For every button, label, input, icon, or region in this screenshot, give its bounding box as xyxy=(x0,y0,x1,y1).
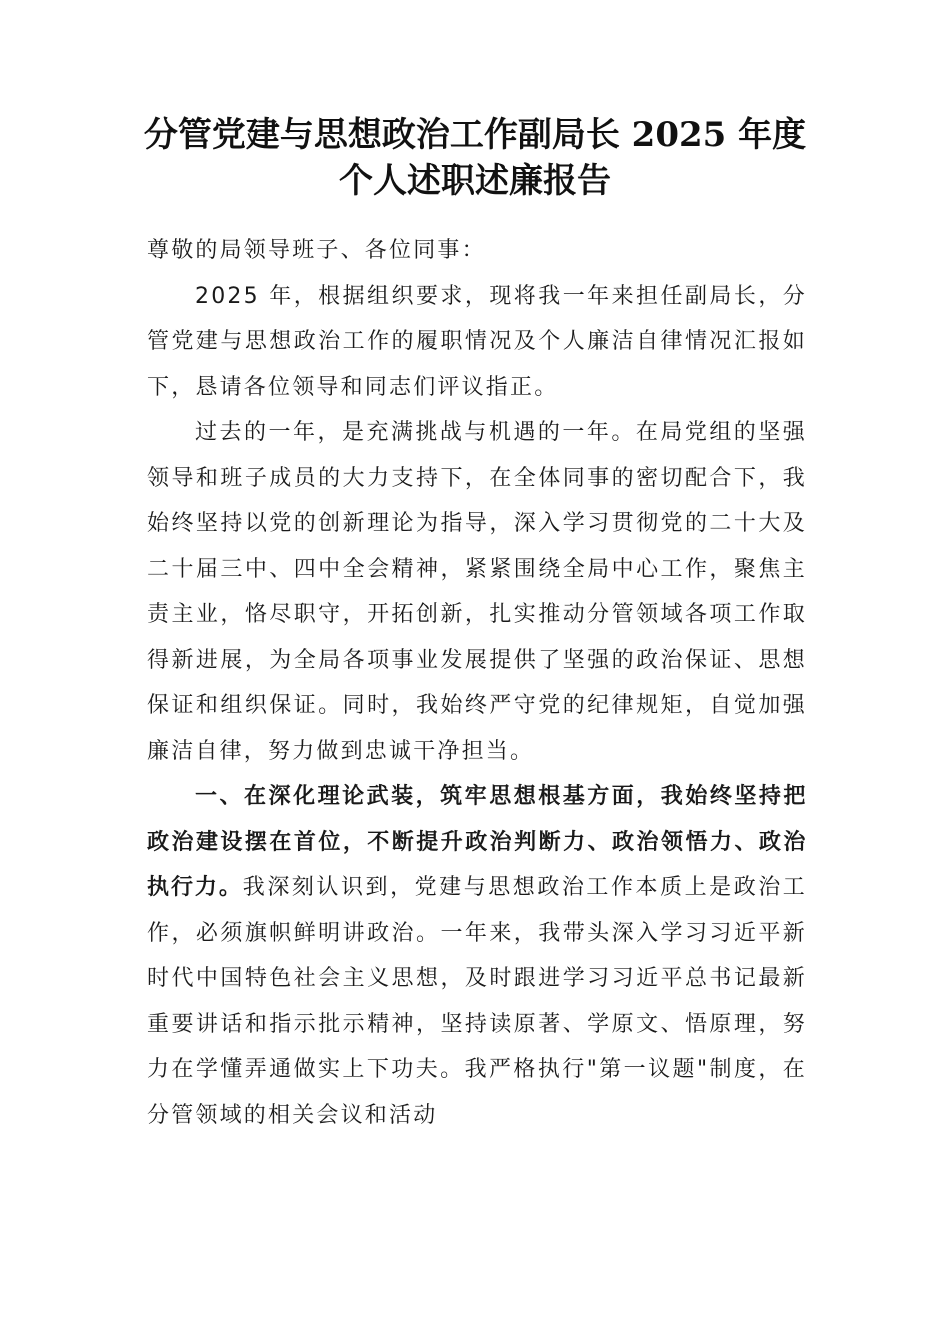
document-body xyxy=(147,228,807,1138)
greeting: 尊敬的局领导班子、各位同事： xyxy=(147,238,486,263)
paragraph-intro: 2025 年，根据组织要求，现将我一年来担任副局长，分管党建与思想政治工作的履职情况及个人廉洁自律情况汇报如下，恳请各位领导和同志们评议指正。 xyxy=(147,283,807,400)
section-1-heading: 一、在深化理论武装，筑牢思想根基方面，我始终坚持把政治建设摆在首位，不断提升政治判断力、政治领悟力、政治执行力。 xyxy=(147,784,807,900)
section-1-text: 我深刻认识到，党建与思想政治工作本质上是政治工作，必须旗帜鲜明讲政治。一年来，我带头深入学习习近平新时代中国特色社会主义思想，及时跟进学习习近平总书记最新重要讲话和指示批示精神，坚持读原著、学原文、悟原理，努力在学懂弄通做实上下功夫。我严格执行"第一议题"制度，在分管领域的相关会议和活动 xyxy=(147,875,808,1128)
document-title-line-2: 个人述职述廉报告 xyxy=(339,161,611,201)
paragraph-overview: 过去的一年，是充满挑战与机遇的一年。在局党组的坚强领导和班子成员的大力支持下，在全体同事的密切配合下，我始终坚持以党的创新理论为指导，深入学习贯彻党的二十大及二十届三中、四中全会精神，紧紧围绕全局中心工作，聚焦主责主业，恪尽职守，开拓创新，扎实推动分管领域各项工作取得新进展，为全局各项事业发展提供了坚强的政治保证、思想保证和组织保证。同时，我始终严守党的纪律规矩，自觉加强廉洁自律，努力做到忠诚干净担当。 xyxy=(147,420,807,764)
document-title-line-1: 分管党建与思想政治工作副局长 2025 年度 xyxy=(143,115,807,155)
paragraph-section-1 xyxy=(147,774,807,1138)
